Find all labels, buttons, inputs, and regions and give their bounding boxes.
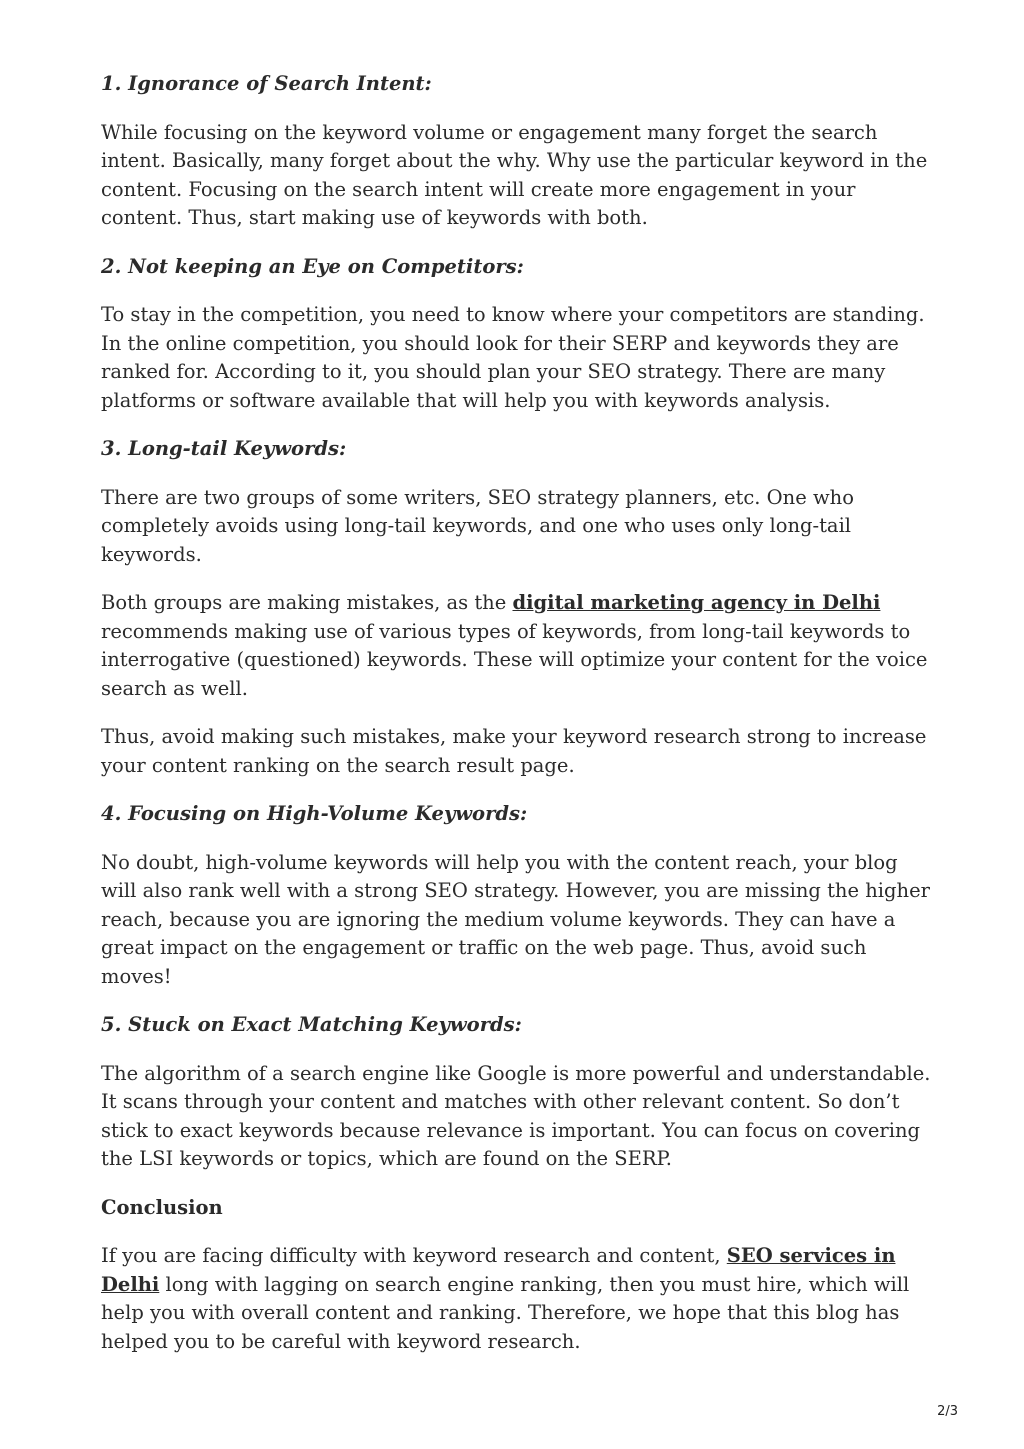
conclusion-paragraph: [101, 1242, 931, 1356]
paragraph-text: Both groups are making mistakes, as the: [101, 591, 513, 614]
digital-marketing-agency-link[interactable]: digital marketing agency in Delhi: [512, 591, 881, 614]
section-paragraph: No doubt, high-volume keywords will help you with the content reach, your blog will also rank well with a strong SEO strategy. However, you are missing the higher reach, because you are ignoring the medium volume keywords. They can have a great impact on the engagement or traffic on the web page. Thus, avoid such moves!: [101, 850, 930, 988]
section-paragraph-with-link: [101, 589, 931, 703]
paragraph-text: If you are facing difficulty with keyword research and content,: [101, 1244, 727, 1267]
seo-services-link[interactable]: SEO services in Delhi: [101, 1244, 896, 1296]
section-heading-exact-matching: 5. Stuck on Exact Matching Keywords:: [101, 1013, 522, 1036]
paragraph-text: recommends making use of various types of keywords, from long-tail keywords to interrogative (questioned) keywords. These will optimize your content for the voice search as well.: [101, 619, 928, 700]
page-number: 2/3: [937, 1404, 958, 1419]
section-paragraph: Thus, avoid making such mistakes, make your keyword research strong to increase your content ranking on the search result page.: [101, 725, 927, 777]
section-heading-competitors: 2. Not keeping an Eye on Competitors:: [101, 254, 524, 278]
section-paragraph: There are two groups of some writers, SEO strategy planners, etc. One who completely avoids using long-tail keywords, and one who uses only long-tail keywords.: [101, 485, 854, 566]
section-paragraph: While focusing on the keyword volume or engagement many forget the search intent. Basically, many forget about the why. Why use the particular keyword in the content. Focusing on the search intent will create more engagement in your content. Thus, start making use of keywords with both.: [101, 120, 928, 229]
document-page: [101, 70, 931, 1376]
section-heading-high-volume: 4. Focusing on High-Volume Keywords:: [101, 802, 528, 825]
section-paragraph: The algorithm of a search engine like Google is more powerful and understandable. It scans through your content and matches with other relevant content. So don’t stick to exact keywords because relevance is important. You can focus on covering the LSI keywords or topics, which are found on the SERP.: [101, 1061, 931, 1170]
section-heading-search-intent: 1. Ignorance of Search Intent:: [101, 72, 432, 95]
section-heading-long-tail: 3. Long-tail Keywords:: [101, 437, 347, 460]
section-paragraph: To stay in the competition, you need to know where your competitors are standing. In the online competition, you should look for their SERP and keywords they are ranked for. According to it, you should plan your SEO strategy. There are many platforms or software available that will help you with keywords analysis.: [101, 303, 925, 412]
paragraph-text: long with lagging on search engine ranking, then you must hire, which will help you with overall content and ranking. Therefore, we hope that this blog has helped you to be careful with keyword research.: [101, 1272, 910, 1353]
conclusion-heading: Conclusion: [101, 1195, 223, 1219]
